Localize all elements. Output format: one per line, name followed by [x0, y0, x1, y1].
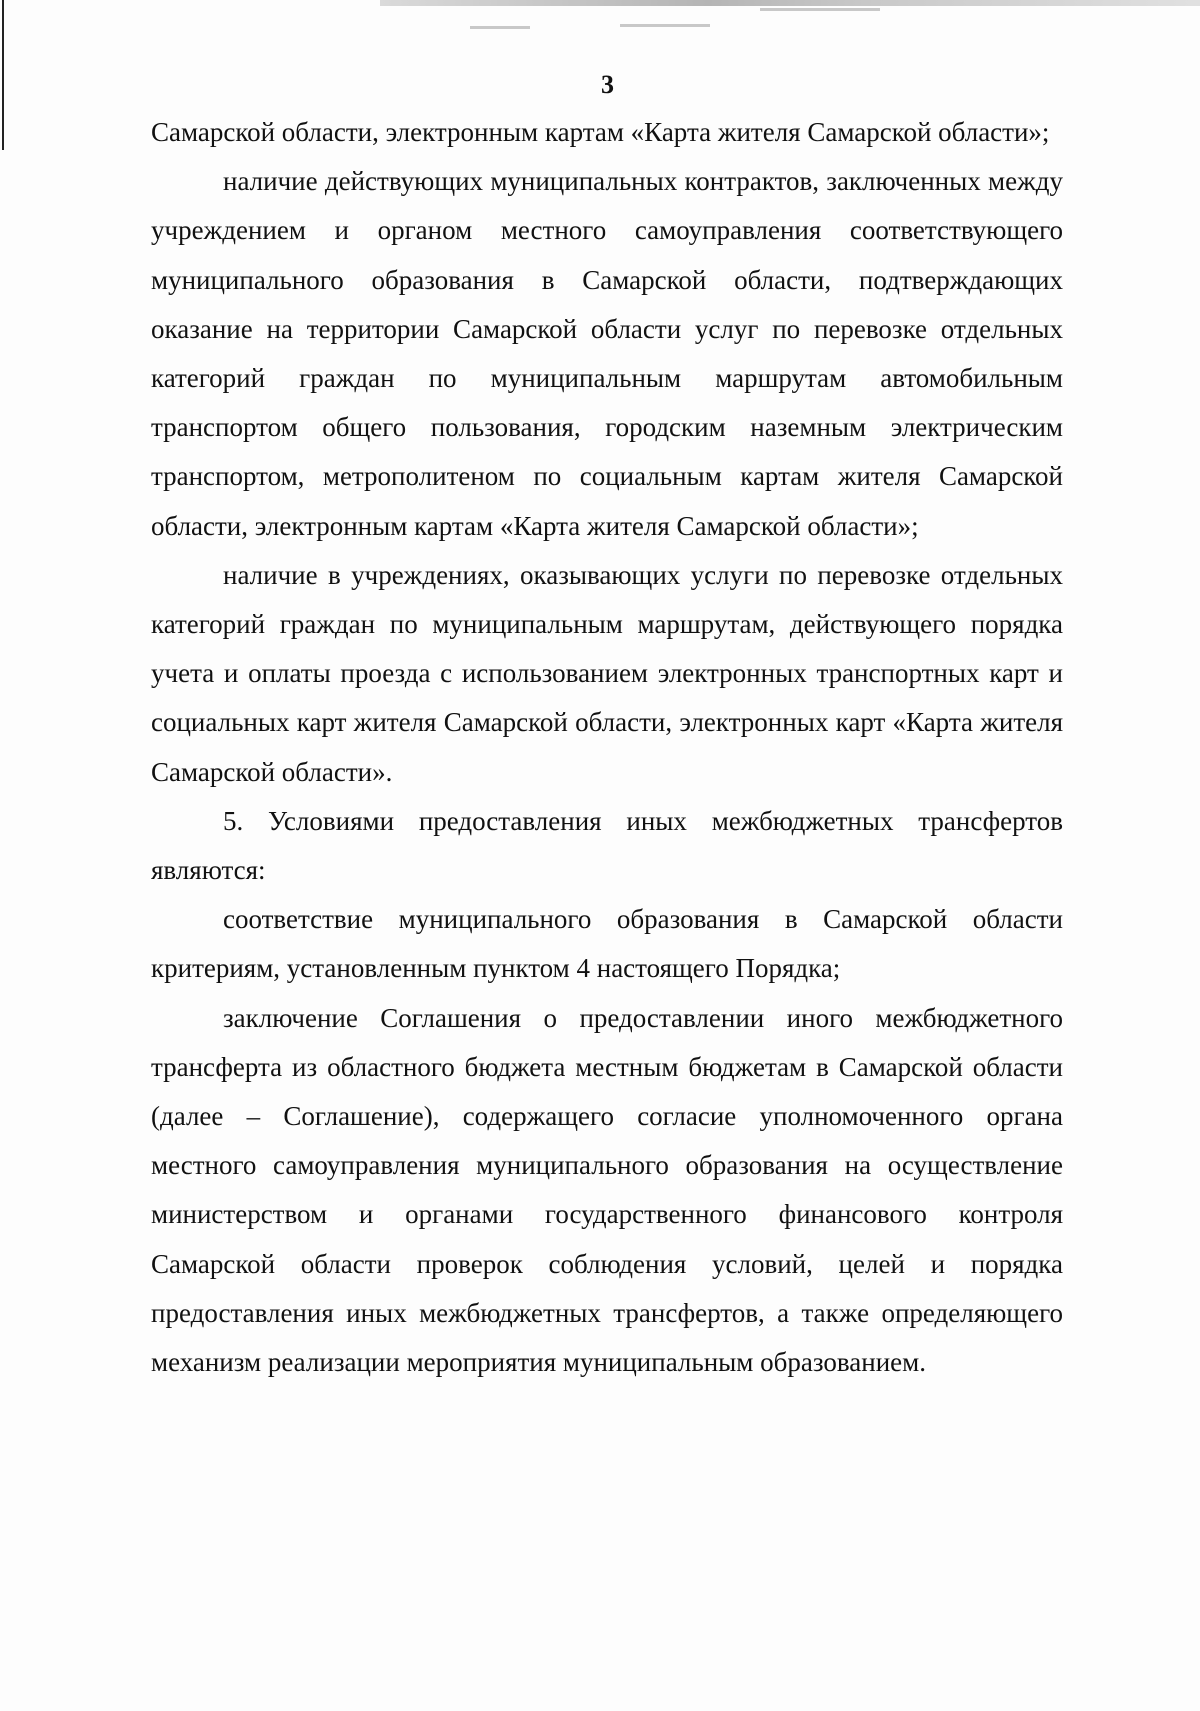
- scan-edge-top: [380, 0, 1200, 6]
- paragraph: соответствие муниципального образования в Самарской области критериям, установленным пунктом 4 настоящего Порядка;: [151, 904, 1063, 984]
- document-body: [151, 108, 1063, 1387]
- page-number: 3: [601, 70, 614, 99]
- paragraph: Самарской области, электронным картам «Карта жителя Самарской области»;: [151, 117, 1050, 147]
- paragraph: наличие действующих муниципальных контрактов, заключенных между учреждением и органом местного самоуправления соответствующего муниципального образования в Самарской области, подтверждающих оказание на территории Самарской области услуг по перевозке отдельных категорий граждан по муниципальным маршрутам автомобильным транспортом общего пользования, городским наземным электрическим транспортом, метрополитеном по социальным картам жителя Самарской области, электронным картам «Карта жителя Самарской области»;: [151, 166, 1063, 541]
- paragraph: наличие в учреждениях, оказывающих услуги по перевозке отдельных категорий граждан по муниципальным маршрутам, действующего порядка учета и оплаты проезда с использованием электронных транспортных карт и социальных карт жителя Самарской области, электронных карт «Карта жителя Самарской области».: [151, 559, 1063, 787]
- scan-noise: [620, 24, 710, 27]
- scan-noise: [760, 8, 880, 11]
- scan-noise: [470, 26, 530, 29]
- paragraph: заключение Соглашения о предоставлении иного межбюджетного трансферта из областного бюджета местным бюджетам в Самарской области (далее – Соглашение), содержащего согласие уполномоченного органа местного самоуправления муниципального образования на осуществление министерством и органами государственного финансового контроля Самарской области проверок соблюдения условий, целей и порядка предоставления иных межбюджетных трансфертов, а также определяющего механизм реализации мероприятия муниципальным образованием.: [151, 1002, 1063, 1378]
- paragraph: 5. Условиями предоставления иных межбюджетных трансфертов являются:: [151, 805, 1063, 886]
